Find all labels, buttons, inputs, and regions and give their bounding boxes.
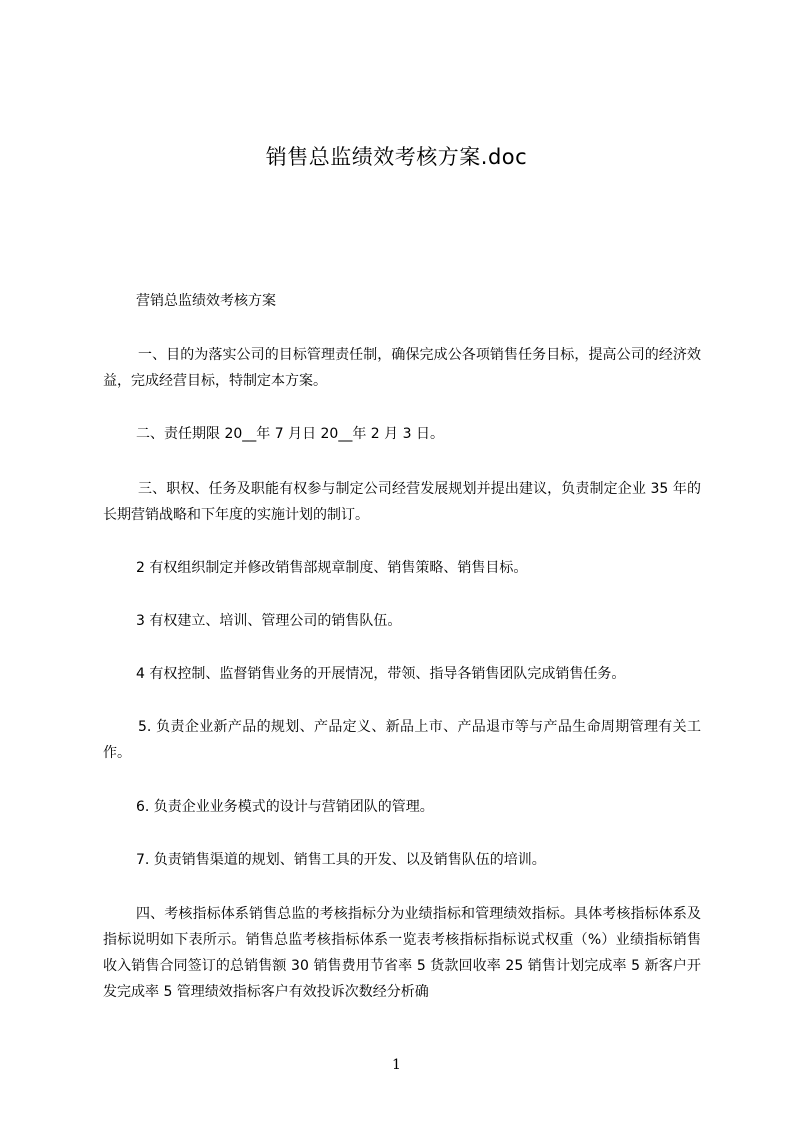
page-number: 1 bbox=[392, 1057, 401, 1073]
paragraph-indicators: 四、考核指标体系销售总监的考核指标分为业绩指标和管理绩效指标。具体考核指标体系及指标说明如下表所示。销售总监考核指标体系一览表考核指标指标说式权重（%）业绩指标销售收入销售合同签订的总销售额 30 销售费用节省率 5 货款回收率 25 销售计划完成率 5 新客户开发完成率 5 管理绩效指标客户有效投诉次数经分析确 bbox=[103, 906, 701, 1000]
paragraph-item-3: 3 有权建立、培训、管理公司的销售队伍。 bbox=[136, 613, 402, 629]
paragraph-heading: 营销总监绩效考核方案 bbox=[136, 293, 276, 309]
paragraph-authority: 三、职权、任务及职能有权参与制定公司经营发展规划并提出建议，负责制定企业 35 年的长期营销战略和下年度的实施计划的制订。 bbox=[103, 481, 701, 523]
paragraph-item-7: 7. 负责销售渠道的规划、销售工具的开发、以及销售队伍的培训。 bbox=[136, 852, 546, 868]
paragraph-item-5: 5. 负责企业新产品的规划、产品定义、新品上市、产品退市等与产品生命周期管理有关工作。 bbox=[103, 719, 701, 761]
document-title: 销售总监绩效考核方案.doc bbox=[265, 145, 528, 169]
paragraph-item-2: 2 有权组织制定并修改销售部规章制度、销售策略、销售目标。 bbox=[136, 560, 528, 576]
paragraph-purpose: 一、目的为落实公司的目标管理责任制，确保完成公各项销售任务目标，提高公司的经济效益，完成经营目标，特制定本方案。 bbox=[103, 347, 701, 389]
paragraph-item-6: 6. 负责企业业务模式的设计与营销团队的管理。 bbox=[136, 799, 434, 815]
paragraph-item-4: 4 有权控制、监督销售业务的开展情况，带领、指导各销售团队完成销售任务。 bbox=[136, 666, 626, 682]
paragraph-term: 二、责任期限 20__年 7 月日 20__年 2 月 3 日。 bbox=[136, 426, 444, 442]
